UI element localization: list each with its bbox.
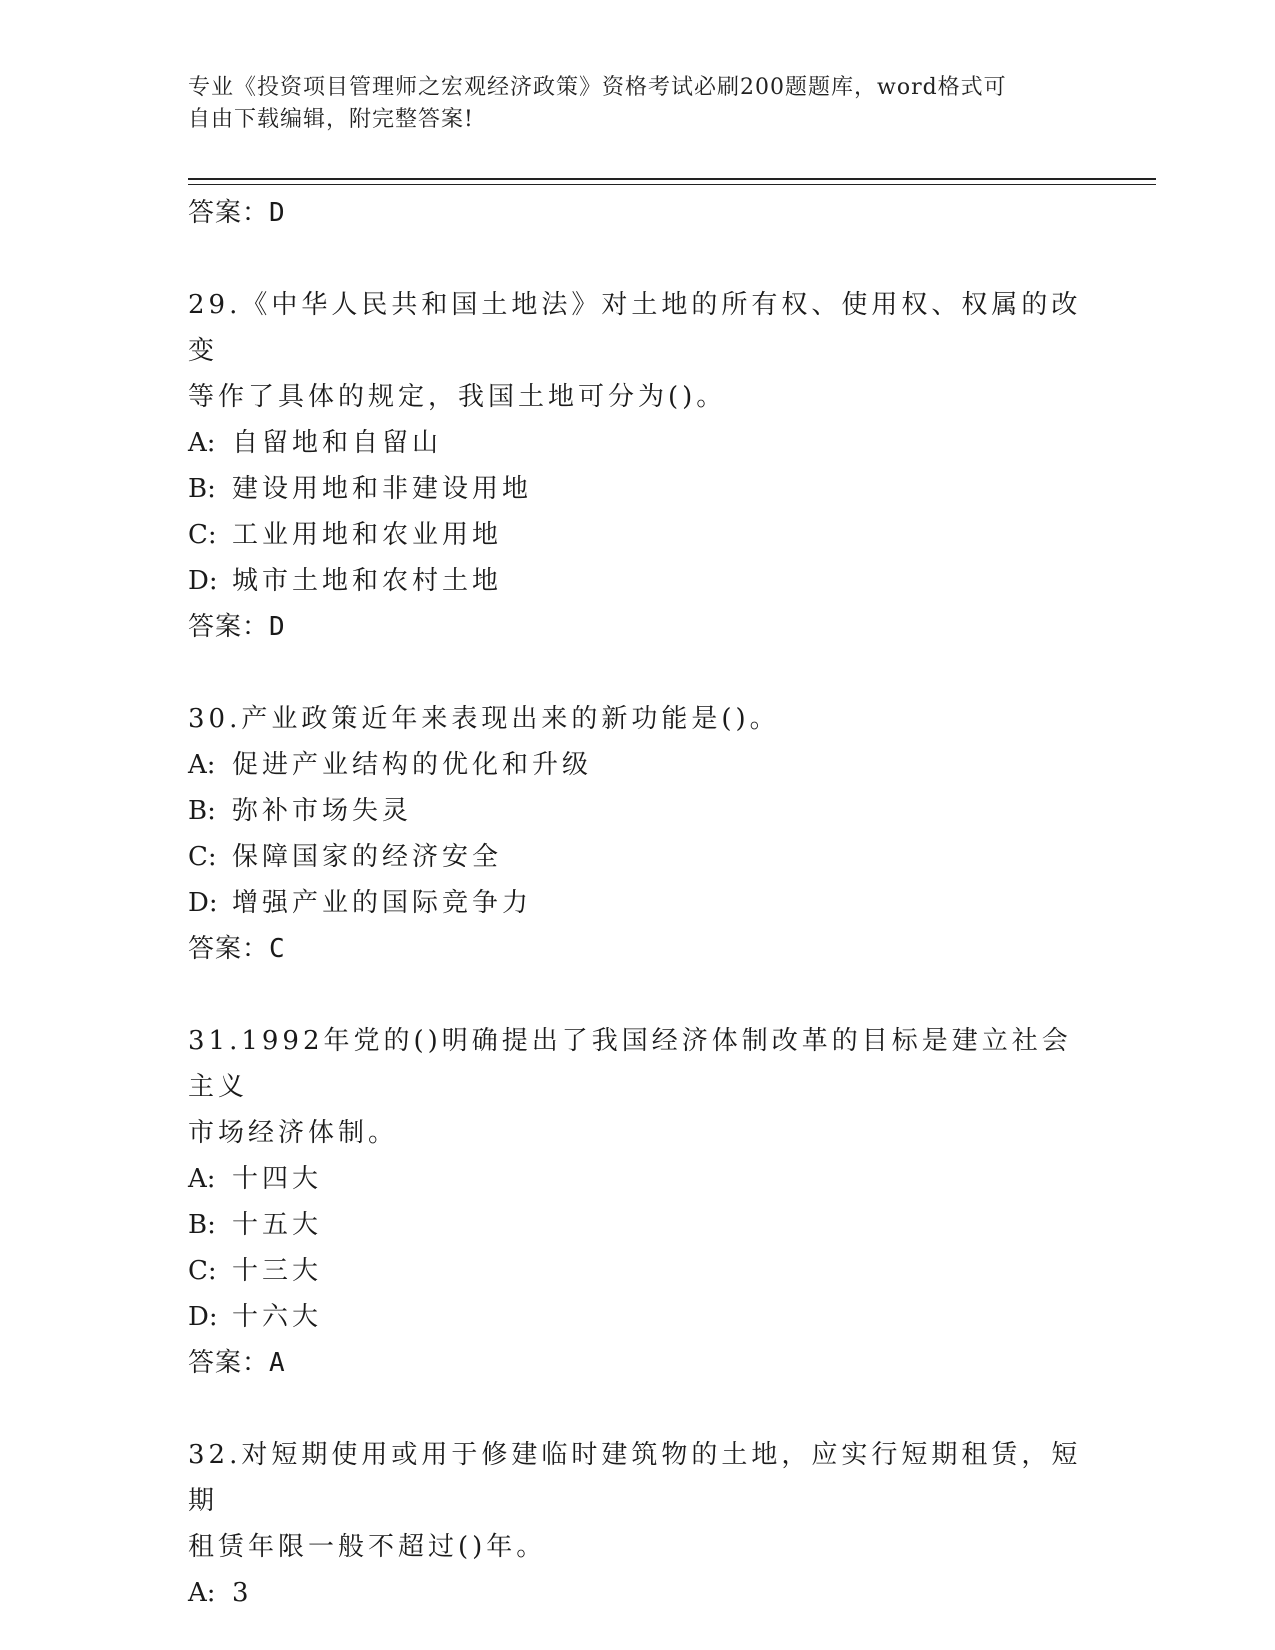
document-body	[188, 190, 1088, 1616]
question-29	[188, 282, 1088, 650]
option-b	[188, 788, 1088, 834]
option-text: 工业用地和农业用地	[232, 520, 503, 550]
option-c	[188, 834, 1088, 880]
option-letter: C:	[188, 1256, 217, 1286]
header-divider-thick	[188, 178, 1156, 180]
option-letter: A:	[188, 428, 216, 458]
question-answer	[188, 1340, 1088, 1386]
option-text: 建设用地和非建设用地	[232, 474, 533, 504]
question-stem-line: 31.1992年党的()明确提出了我国经济体制改革的目标是建立社会主义	[188, 1026, 1072, 1102]
answer-value: A	[269, 1348, 286, 1378]
option-letter: B:	[188, 474, 216, 504]
question-answer	[188, 604, 1088, 650]
question-stem-line: 32.对短期使用或用于修建临时建筑物的土地，应实行短期租赁，短期	[188, 1440, 1082, 1516]
option-d	[188, 880, 1088, 926]
option-text: 十五大	[232, 1210, 323, 1240]
header-line-1: 专业《投资项目管理师之宏观经济政策》资格考试必刷200题题库，word格式可	[188, 75, 1007, 100]
option-a	[188, 1156, 1088, 1202]
question-stem-line: 市场经济体制。	[188, 1118, 399, 1148]
answer-label: 答案：	[188, 612, 270, 642]
option-a	[188, 1570, 1088, 1616]
option-b	[188, 1202, 1088, 1248]
option-d	[188, 558, 1088, 604]
option-text: 十六大	[232, 1302, 323, 1332]
option-text: 保障国家的经济安全	[232, 842, 503, 872]
option-letter: A:	[188, 750, 216, 780]
option-d	[188, 1294, 1088, 1340]
option-c	[188, 1248, 1088, 1294]
question-stem-line: 29.《中华人民共和国土地法》对土地的所有权、使用权、权属的改变	[188, 290, 1082, 366]
option-letter: A:	[188, 1578, 216, 1608]
option-a	[188, 742, 1088, 788]
answer-value: D	[269, 612, 286, 642]
previous-question-answer	[188, 190, 1088, 236]
option-text: 十四大	[232, 1164, 323, 1194]
option-letter: B:	[188, 796, 216, 826]
question-stem-line: 等作了具体的规定，我国土地可分为()。	[188, 382, 727, 412]
answer-value: C	[269, 934, 286, 964]
document-header	[188, 72, 1088, 136]
option-text: 十三大	[232, 1256, 323, 1286]
question-stem-line: 30.产业政策近年来表现出来的新功能是()。	[188, 704, 780, 734]
option-text: 弥补市场失灵	[232, 796, 413, 826]
option-text: 3	[232, 1578, 253, 1608]
question-stem-line: 租赁年限一般不超过()年。	[188, 1532, 547, 1562]
header-divider-thin	[188, 184, 1156, 185]
answer-label: 答案：	[188, 1348, 270, 1378]
option-a	[188, 420, 1088, 466]
option-text: 促进产业结构的优化和升级	[232, 750, 593, 780]
option-text: 增强产业的国际竞争力	[232, 888, 533, 918]
option-b	[188, 466, 1088, 512]
question-answer	[188, 926, 1088, 972]
option-letter: D:	[188, 566, 218, 596]
option-letter: C:	[188, 842, 217, 872]
option-letter: A:	[188, 1164, 216, 1194]
option-letter: D:	[188, 1302, 218, 1332]
question-32	[188, 1432, 1088, 1616]
answer-label: 答案：	[188, 934, 270, 964]
answer-value: D	[269, 198, 286, 228]
option-letter: B:	[188, 1210, 216, 1240]
option-text: 城市土地和农村土地	[232, 566, 503, 596]
option-text: 自留地和自留山	[232, 428, 443, 458]
option-letter: D:	[188, 888, 218, 918]
answer-label: 答案：	[188, 198, 270, 228]
option-c	[188, 512, 1088, 558]
question-30	[188, 696, 1088, 972]
option-letter: C:	[188, 520, 217, 550]
question-31	[188, 1018, 1088, 1386]
header-line-2: 自由下载编辑，附完整答案!	[188, 107, 474, 132]
